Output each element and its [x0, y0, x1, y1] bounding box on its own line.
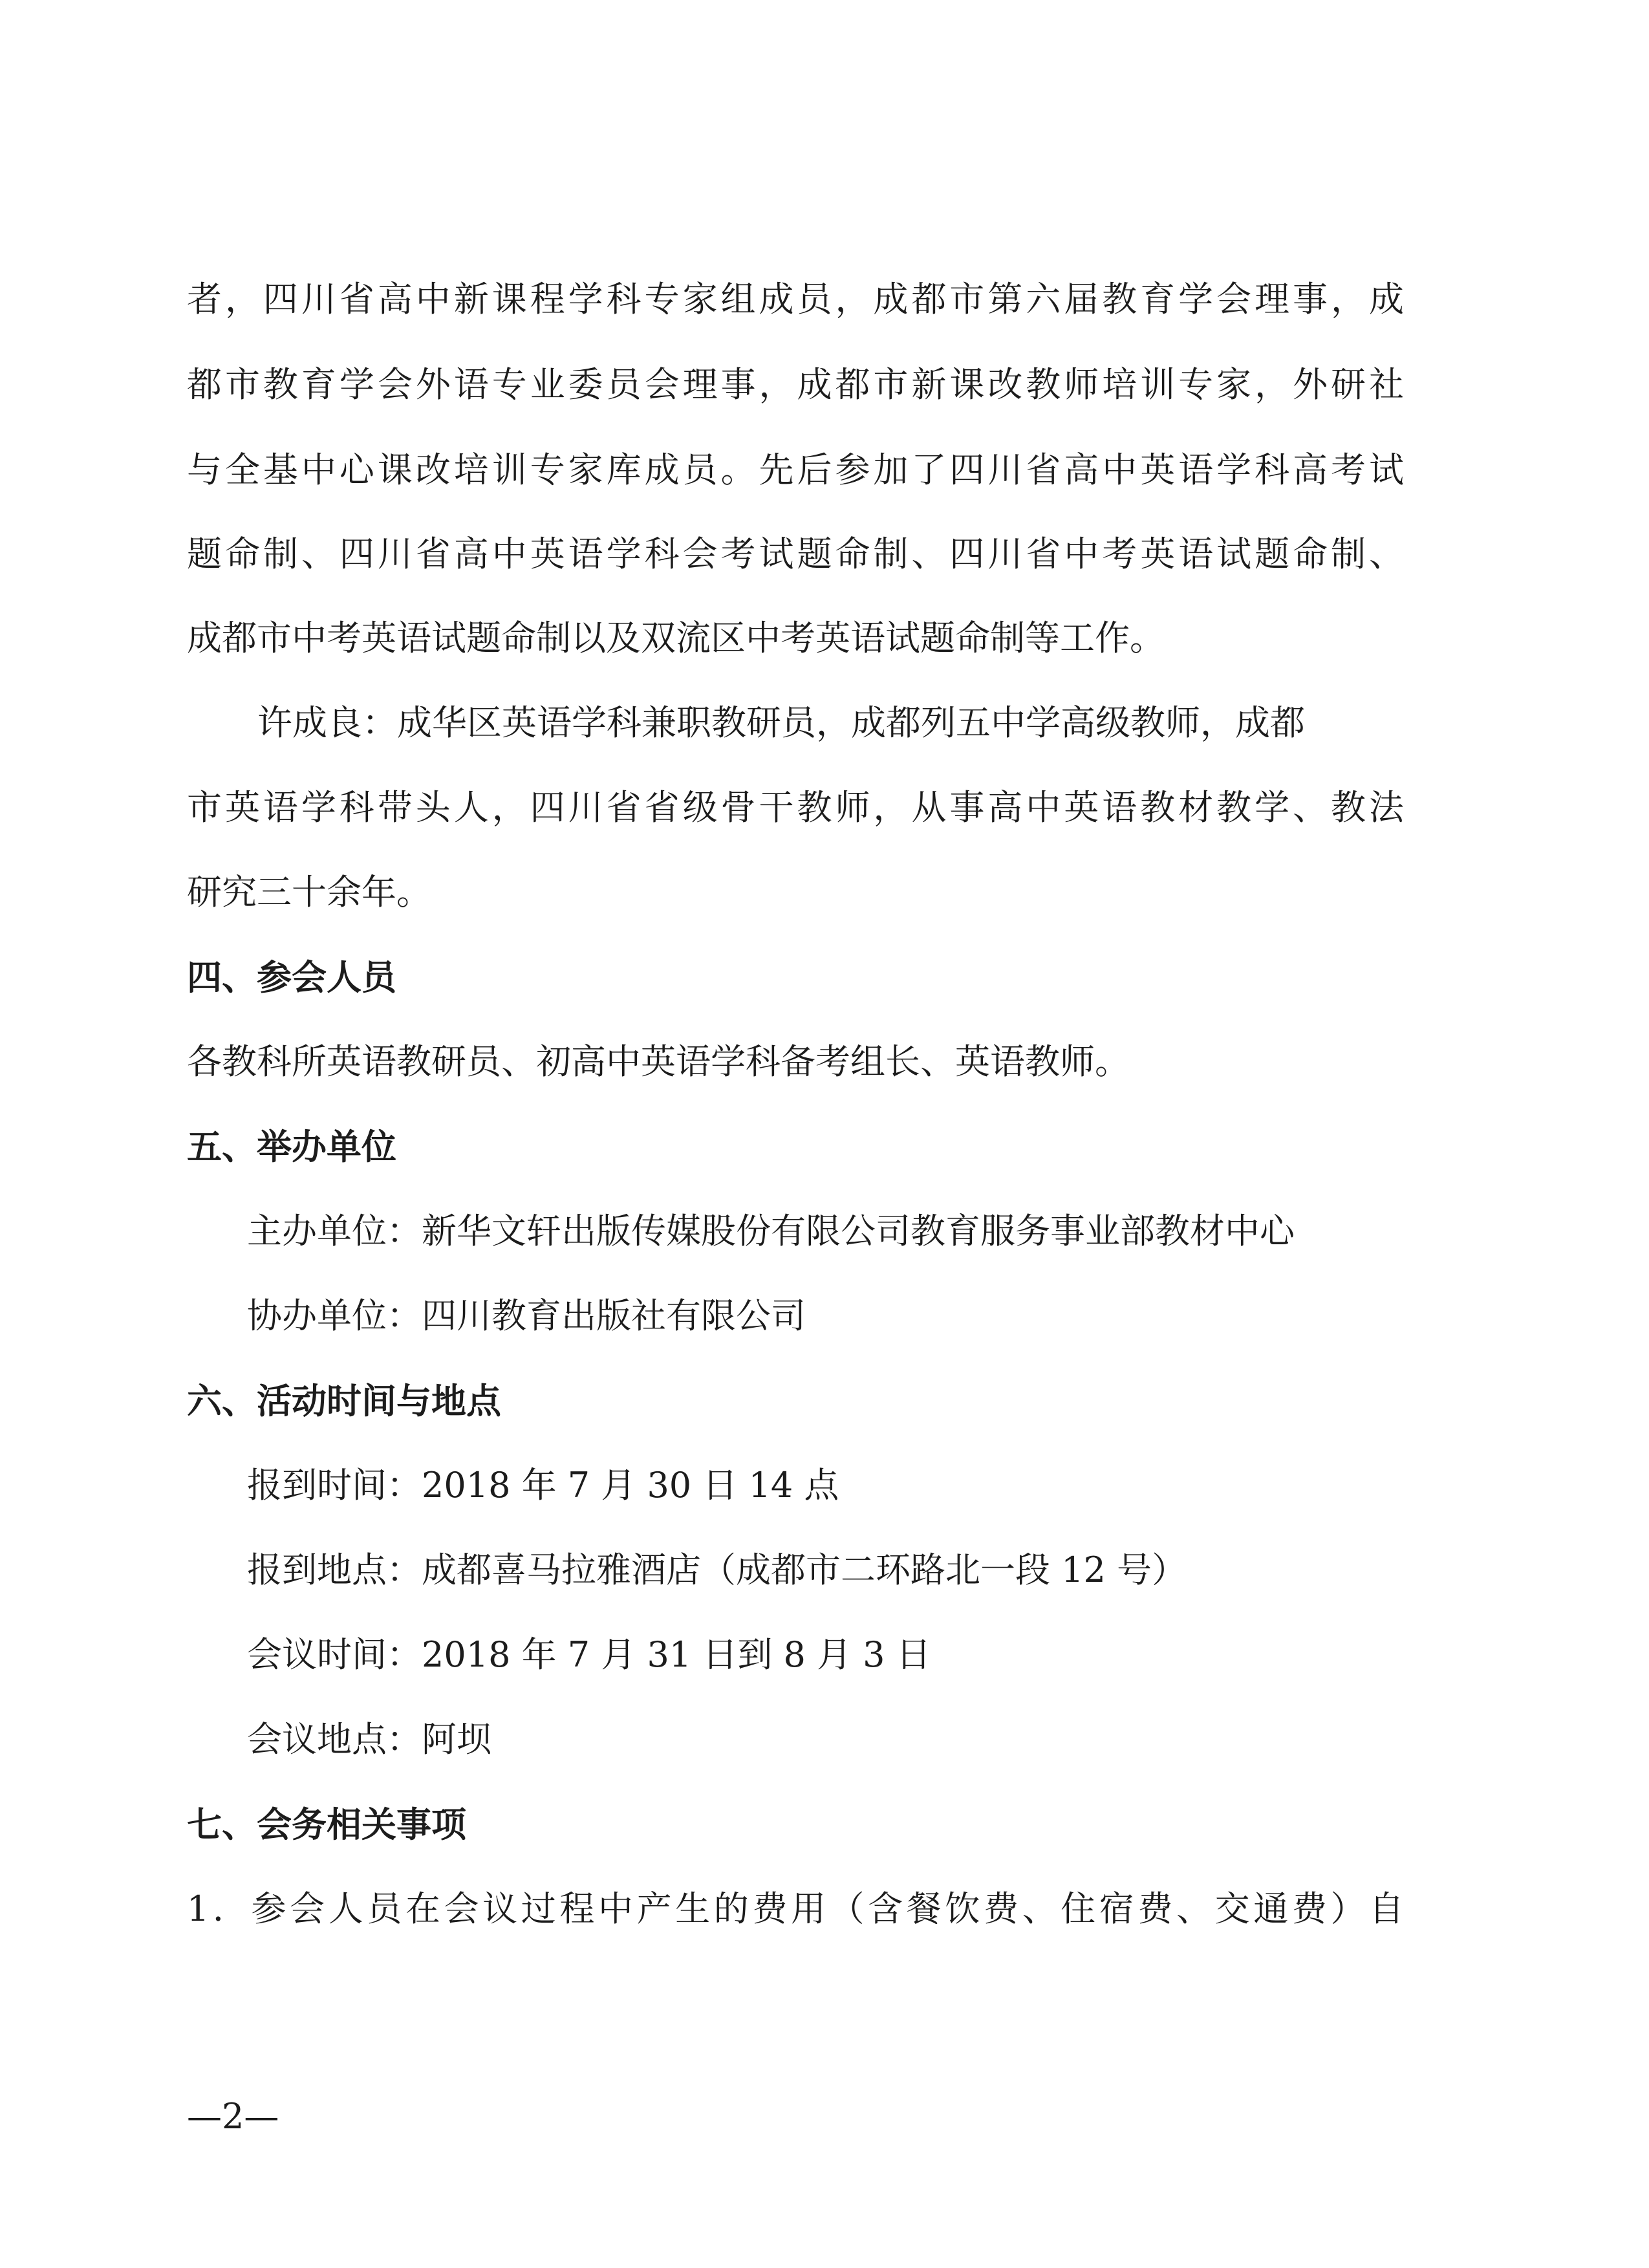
paragraph-1-line-5: 成都市中考英语试题命制以及双流区中考英语试题命制等工作。	[187, 618, 1165, 658]
section-6-item-check-in-location: 报到地点：成都喜马拉雅酒店（成都市二环路北一段 12 号）	[247, 1550, 1187, 1590]
paragraph-2-line-3: 研究三十余年。	[187, 872, 431, 913]
section-5-item-co-organizer: 协办单位：四川教育出版社有限公司	[247, 1295, 806, 1336]
section-5-item-organizer: 主办单位：新华文轩出版传媒股份有限公司教育服务事业部教材中心	[247, 1211, 1295, 1251]
paragraph-1-line-3: 与全基中心课改培训专家库成员。先后参加了四川省高中英语学科高考试	[187, 449, 1404, 490]
paragraph-2-line-2: 市英语学科带头人，四川省省级骨干教师，从事高中英语教材教学、教法	[187, 787, 1404, 828]
paragraph-1-line-2: 都市教育学会外语专业委员会理事，成都市新课改教师培训专家，外研社	[187, 364, 1404, 405]
section-7-item-1: 1．参会人员在会议过程中产生的费用（含餐饮费、住宿费、交通费）自	[187, 1888, 1404, 1929]
section-6-item-meeting-location: 会议地点：阿坝	[247, 1719, 491, 1760]
section-6-item-check-in-time: 报到时间：2018 年 7 月 30 日 14 点	[247, 1465, 839, 1506]
paragraph-1-line-1: 者，四川省高中新课程学科专家组成员，成都市第六届教育学会理事，成	[187, 279, 1404, 319]
page-number: —2—	[187, 2096, 279, 2137]
section-5-heading: 五、举办单位	[187, 1126, 396, 1167]
section-4-text: 各教科所英语教研员、初高中英语学科备考组长、英语教师。	[187, 1041, 1130, 1082]
section-6-heading: 六、活动时间与地点	[187, 1380, 501, 1421]
section-7-heading: 七、会务相关事项	[187, 1804, 466, 1845]
paragraph-2-line-1: 许成良：成华区英语学科兼职教研员，成都列五中学高级教师，成都	[257, 702, 1305, 743]
section-6-item-meeting-time: 会议时间：2018 年 7 月 31 日到 8 月 3 日	[247, 1634, 931, 1675]
paragraph-1-line-4: 题命制、四川省高中英语学科会考试题命制、四川省中考英语试题命制、	[187, 534, 1404, 574]
section-4-heading: 四、参会人员	[187, 956, 396, 998]
